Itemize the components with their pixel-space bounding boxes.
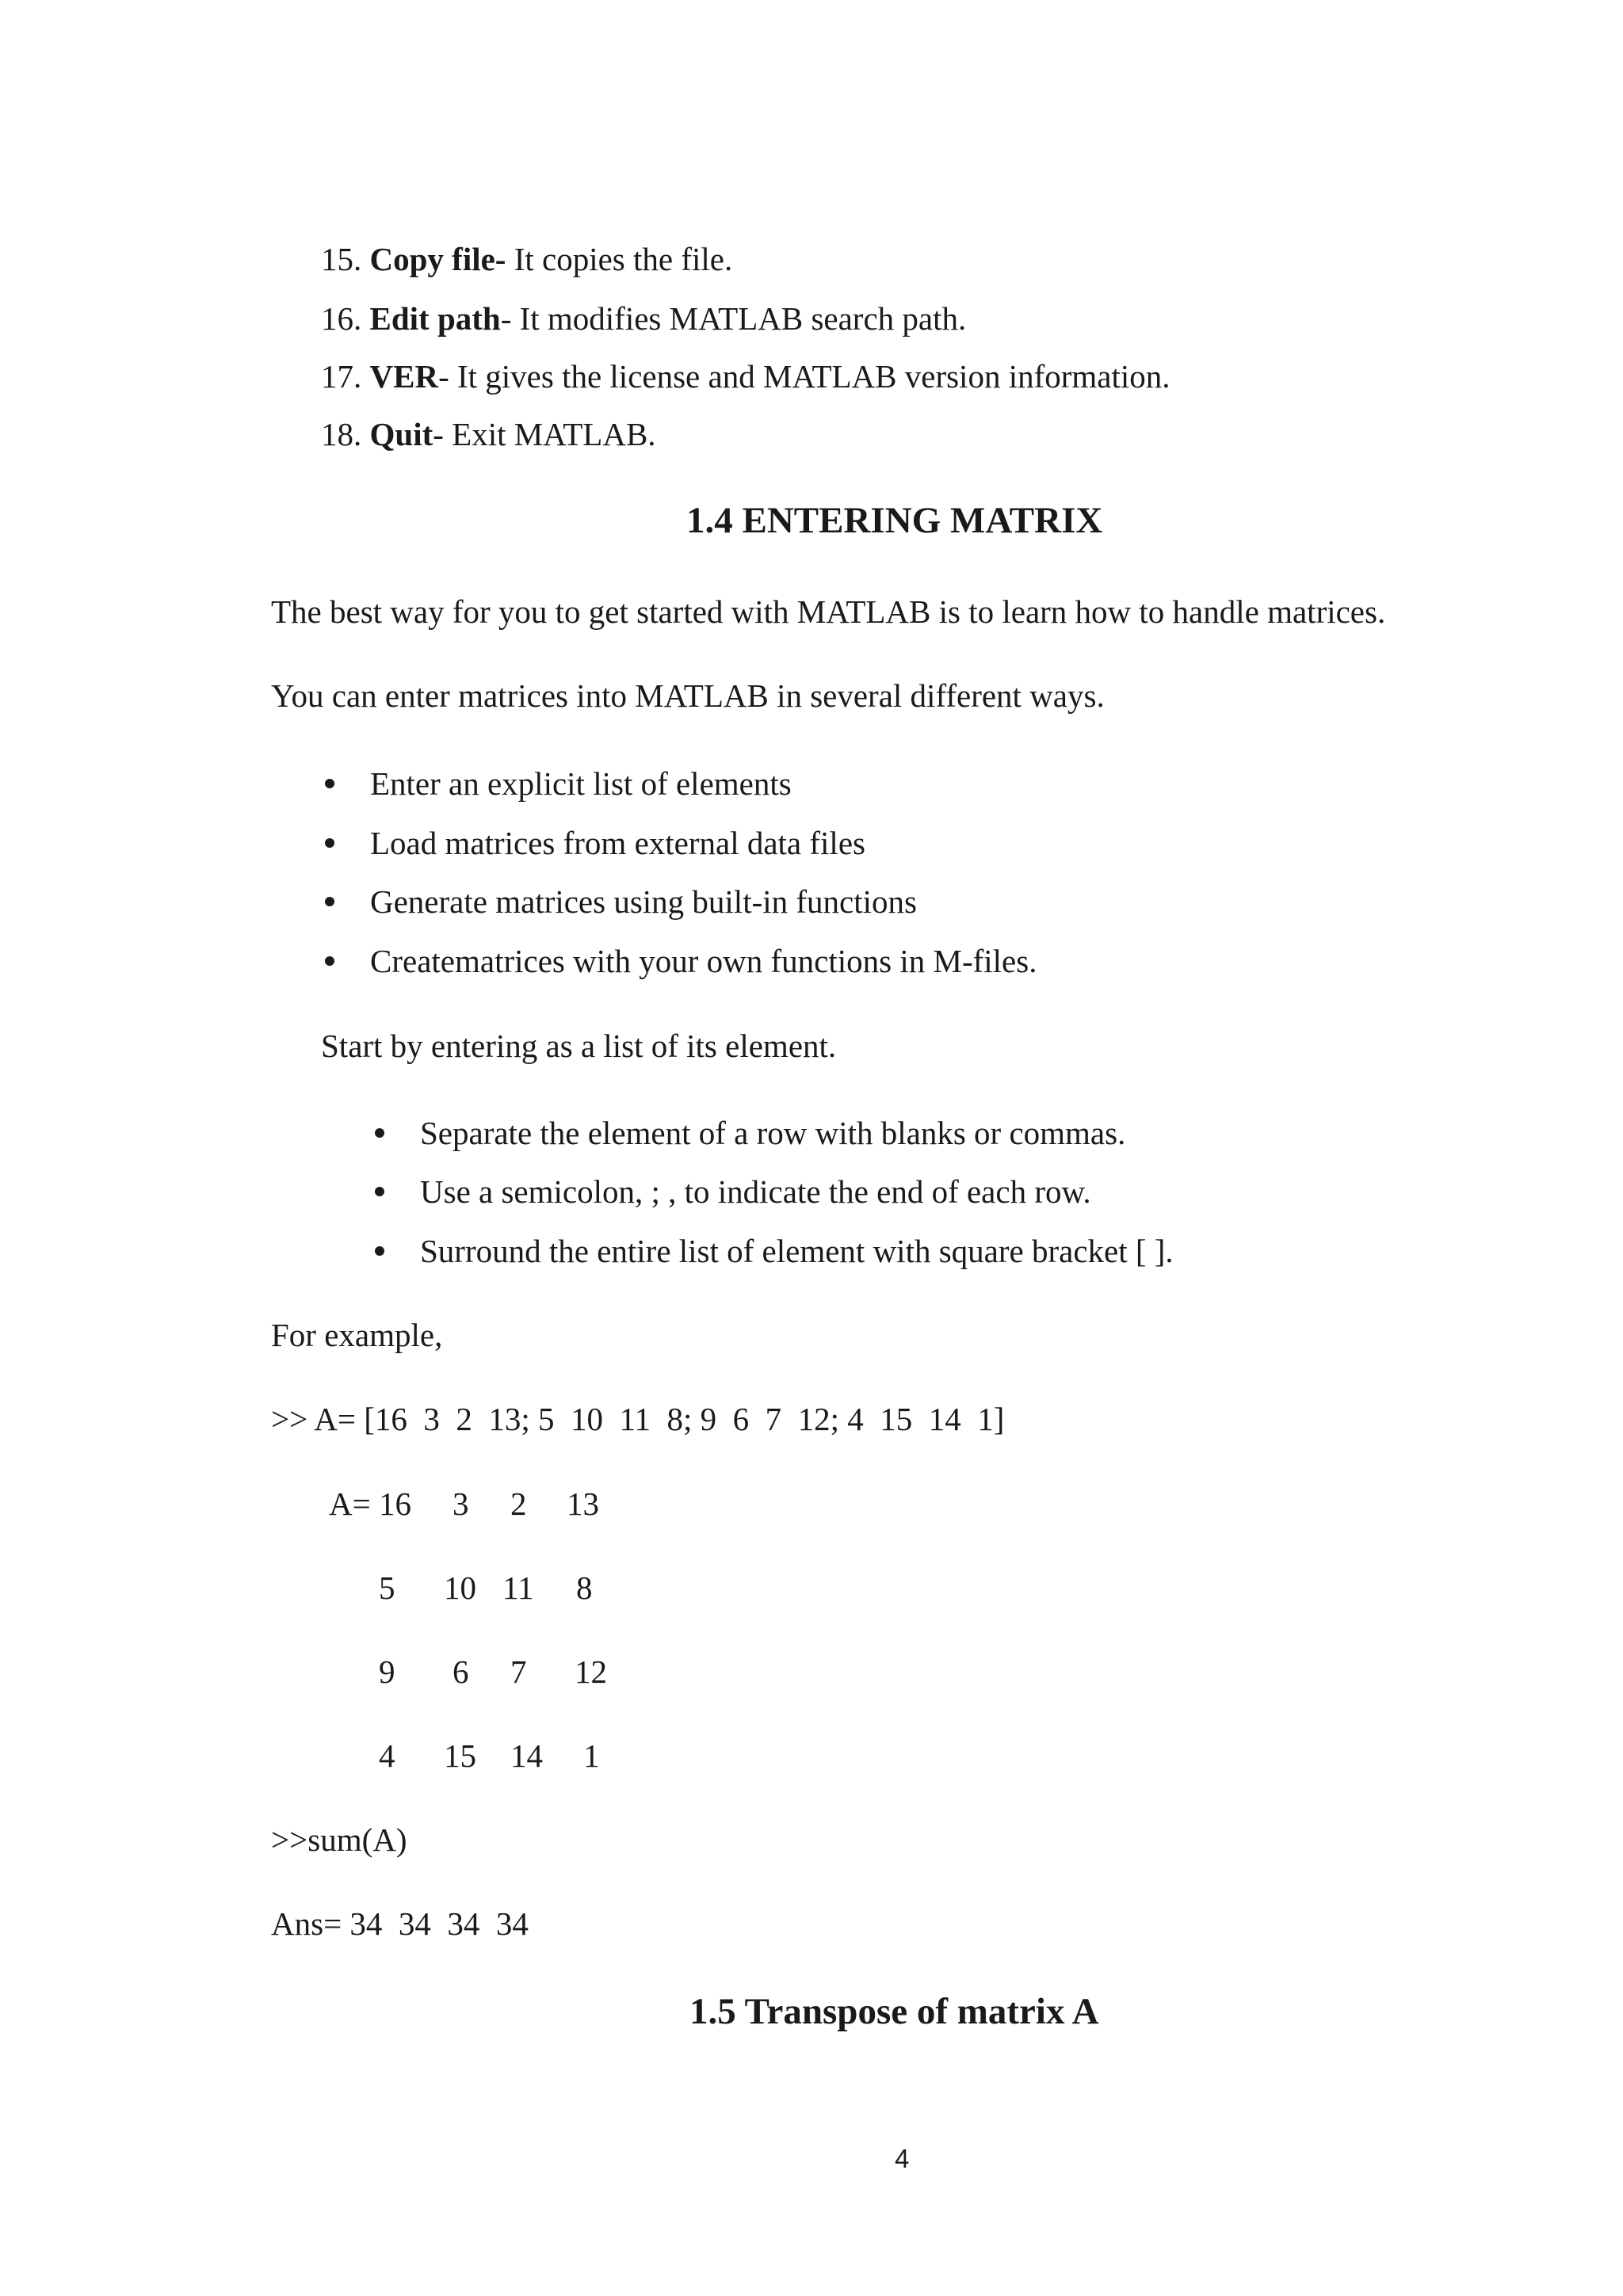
bullet-dot-icon [325,897,334,906]
list-item: Creatematrices with your own functions in M-files. [370,943,1037,979]
command-number: 17. [321,358,362,395]
section-heading-entering-matrix: 1.4 ENTERING MATRIX [686,500,1103,541]
matrix-cell: 9 [379,1653,395,1690]
command-desc: - Exit MATLAB. [433,416,656,452]
page-number: 4 [895,2144,910,2173]
list-item: Use a semicolon, ; , to indicate the end of each row. [420,1173,1091,1210]
matrix-cell: 15 [444,1737,476,1774]
intro-paragraph-2: You can enter matrices into MATLAB in several different ways. [271,677,1105,714]
matrix-cell: 6 [453,1653,469,1690]
matrix-label: A= [329,1486,371,1522]
bullet-dot-icon [375,1128,384,1138]
bullet-dot-icon [375,1187,384,1196]
matrix-cell: 7 [510,1653,527,1690]
matlab-command: >> A= [16 3 2 13; 5 10 11 8; 9 6 7 12; 4 15 14 1] [271,1401,1005,1437]
sum-command: >>sum(A) [271,1821,407,1858]
list-item: Enter an explicit list of elements [370,765,792,802]
bullet-dot-icon [325,838,334,848]
command-item-18 [321,418,656,451]
example-label: For example, [271,1317,443,1353]
command-desc: - It gives the license and MATLAB version information. [438,358,1170,395]
matrix-cell: 3 [453,1486,469,1522]
bullet-dot-icon [325,779,334,788]
command-item-15 [321,243,732,276]
command-term: Copy file- [369,241,506,277]
command-term: Edit path [369,300,501,337]
list-item: Generate matrices using built-in functions [370,883,917,920]
command-term: VER [369,358,439,395]
matrix-cell: 16 [379,1486,411,1522]
command-desc: - It modifies MATLAB search path. [500,300,967,337]
matrix-cell: 10 [444,1569,476,1606]
matrix-cell: 14 [510,1737,543,1774]
matrix-cell: 8 [576,1569,593,1606]
command-number: 15. [321,241,362,277]
matrix-cell: 1 [583,1737,600,1774]
command-number: 18. [321,416,362,452]
bullet-dot-icon [375,1246,384,1256]
command-item-17 [321,360,1170,393]
matrix-cell: 11 [502,1569,534,1606]
section-heading-transpose: 1.5 Transpose of matrix A [689,1991,1099,2032]
matrix-cell: 5 [379,1569,395,1606]
list-item: Surround the entire list of element with square bracket [ ]. [420,1233,1174,1269]
start-text: Start by entering as a list of its element. [321,1028,837,1064]
command-item-16 [321,300,967,337]
matrix-cell: 4 [379,1737,395,1774]
matrix-cell: 12 [575,1653,607,1690]
list-item: Separate the element of a row with blanks or commas. [420,1115,1126,1151]
matrix-cell: 2 [510,1486,527,1522]
matrix-cell: 13 [567,1486,599,1522]
command-number: 16. [321,300,362,337]
sum-answer: Ans= 34 34 34 34 [271,1905,529,1942]
command-term: Quit [369,416,433,452]
list-item: Load matrices from external data files [370,825,865,861]
bullet-dot-icon [325,956,334,966]
command-desc: It copies the file. [506,241,733,277]
intro-paragraph-1: The best way for you to get started with MATLAB is to learn how to handle matrices. [271,593,1386,630]
